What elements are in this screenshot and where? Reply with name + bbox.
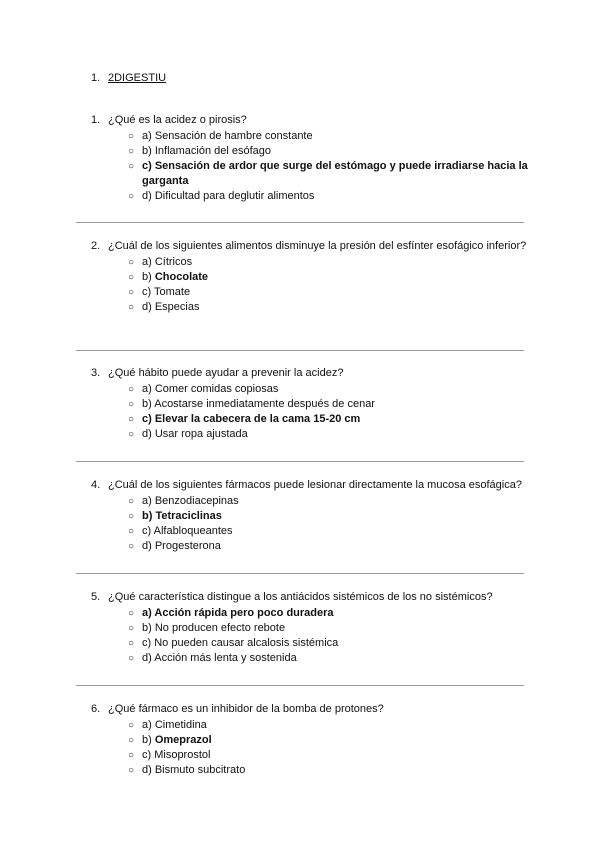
- option-a: [128, 382, 531, 397]
- bullet-icon: ○: [128, 399, 135, 410]
- question-stem: [91, 366, 531, 381]
- question-number: 6.: [91, 703, 101, 715]
- option-text: d) Dificultad para deglutir alimentos: [142, 190, 315, 202]
- option-b: [128, 733, 531, 748]
- option-c: [128, 159, 531, 189]
- bullet-icon: ○: [128, 541, 135, 552]
- option-c: [128, 748, 531, 763]
- question-text: ¿Qué fármaco es un inhibidor de la bomba de protones?: [108, 703, 384, 715]
- option-a: [128, 606, 531, 621]
- question-number: 3.: [91, 367, 101, 379]
- option-a: [128, 129, 531, 144]
- option-text: d) Bismuto subcitrato: [142, 764, 246, 776]
- option-b: [128, 270, 531, 285]
- option-text: d) Especias: [142, 301, 200, 313]
- option-text: a) Cimetidina: [142, 719, 207, 731]
- option-text: d) Usar ropa ajustada: [142, 428, 248, 440]
- bullet-icon: ○: [128, 302, 135, 313]
- option-list: [91, 382, 531, 442]
- question-4: [91, 478, 531, 554]
- bullet-icon: ○: [128, 272, 135, 283]
- option-text: c) Elevar la cabecera de la cama 15-20 cm: [142, 413, 361, 425]
- option-d: [128, 763, 531, 778]
- bullet-icon: ○: [128, 257, 135, 268]
- question-1: [91, 113, 531, 204]
- option-c: [128, 636, 531, 651]
- option-text: a) Sensación de hambre constante: [142, 130, 313, 142]
- option-text: a) Benzodiacepinas: [142, 495, 239, 507]
- bullet-icon: ○: [128, 146, 135, 157]
- bullet-icon: ○: [128, 414, 135, 425]
- option-text: c) Misoprostol: [142, 749, 211, 761]
- question-text: ¿Qué hábito puede ayudar a prevenir la acidez?: [108, 367, 344, 379]
- option-b: [128, 397, 531, 412]
- option-d: [128, 189, 531, 204]
- bullet-icon: ○: [128, 608, 135, 619]
- divider: [76, 685, 524, 686]
- question-text: ¿Cuál de los siguientes alimentos disminuye la presión del esfínter esofágico inferior?: [108, 240, 527, 252]
- option-text: b) Acostarse inmediatamente después de cenar: [142, 398, 375, 410]
- option-a: [128, 255, 531, 270]
- question-stem: [91, 113, 531, 128]
- title-number: 1.: [91, 72, 101, 84]
- option-label: b): [142, 271, 155, 283]
- option-c: [128, 524, 531, 539]
- question-number: 2.: [91, 240, 101, 252]
- question-stem: [91, 478, 531, 493]
- bullet-icon: ○: [128, 429, 135, 440]
- option-b: [128, 509, 531, 524]
- bullet-icon: ○: [128, 765, 135, 776]
- option-text: a) Acción rápida pero poco duradera: [142, 607, 334, 619]
- bullet-icon: ○: [128, 384, 135, 395]
- option-list: [91, 718, 531, 778]
- bullet-icon: ○: [128, 496, 135, 507]
- option-text: d) Acción más lenta y sostenida: [142, 652, 297, 664]
- bullet-icon: ○: [128, 131, 135, 142]
- question-stem: [91, 239, 531, 254]
- question-3: [91, 366, 531, 442]
- question-text: ¿Cuál de los siguientes fármacos puede lesionar directamente la mucosa esofágica?: [108, 479, 522, 491]
- bullet-icon: ○: [128, 638, 135, 649]
- option-d: [128, 651, 531, 666]
- bullet-icon: ○: [128, 623, 135, 634]
- option-text: Omeprazol: [154, 734, 212, 746]
- option-list: [91, 606, 531, 666]
- question-2: [91, 239, 531, 315]
- question-number: 4.: [91, 479, 101, 491]
- option-text: d) Progesterona: [142, 540, 221, 552]
- option-text: b) Inflamación del esófago: [142, 145, 272, 157]
- question-6: [91, 702, 531, 778]
- bullet-icon: ○: [128, 287, 135, 298]
- option-d: [128, 300, 531, 315]
- option-text: c) Tomate: [142, 286, 191, 298]
- option-d: [128, 427, 531, 442]
- option-list: [91, 255, 531, 315]
- option-b: [128, 621, 531, 636]
- option-text: a) Cítricos: [142, 256, 193, 268]
- option-a: [128, 718, 531, 733]
- option-list: [91, 494, 531, 554]
- option-text: b) Tetraciclinas: [142, 510, 222, 522]
- question-5: [91, 590, 531, 666]
- question-stem: [91, 590, 531, 605]
- option-text: b) No producen efecto rebote: [142, 622, 286, 634]
- bullet-icon: ○: [128, 161, 135, 172]
- bullet-icon: ○: [128, 526, 135, 537]
- bullet-icon: ○: [128, 750, 135, 761]
- document-title: [91, 72, 166, 84]
- question-number: 1.: [91, 114, 101, 126]
- bullet-icon: ○: [128, 511, 135, 522]
- divider: [76, 573, 524, 574]
- option-label: b): [142, 734, 155, 746]
- option-a: [128, 494, 531, 509]
- divider: [76, 222, 524, 223]
- bullet-icon: ○: [128, 653, 135, 664]
- option-c: [128, 412, 531, 427]
- option-text: Chocolate: [154, 271, 209, 283]
- option-text: a) Comer comidas copiosas: [142, 383, 279, 395]
- option-b: [128, 144, 531, 159]
- divider: [76, 461, 524, 462]
- bullet-icon: ○: [128, 191, 135, 202]
- option-text: c) Alfabloqueantes: [142, 525, 233, 537]
- option-text: c) No pueden causar alcalosis sistémica: [142, 637, 339, 649]
- question-stem: [91, 702, 531, 717]
- title-text: 2DIGESTIU: [108, 72, 167, 84]
- question-text: ¿Qué es la acidez o pirosis?: [108, 114, 247, 126]
- question-number: 5.: [91, 591, 101, 603]
- option-d: [128, 539, 531, 554]
- bullet-icon: ○: [128, 720, 135, 731]
- bullet-icon: ○: [128, 735, 135, 746]
- option-c: [128, 285, 531, 300]
- divider: [76, 350, 524, 351]
- option-list: [91, 129, 531, 204]
- question-text: ¿Qué característica distingue a los antiácidos sistémicos de los no sistémicos?: [108, 591, 493, 603]
- option-text: c) Sensación de ardor que surge del estómago y puede irradiarse hacia la garganta: [142, 160, 528, 187]
